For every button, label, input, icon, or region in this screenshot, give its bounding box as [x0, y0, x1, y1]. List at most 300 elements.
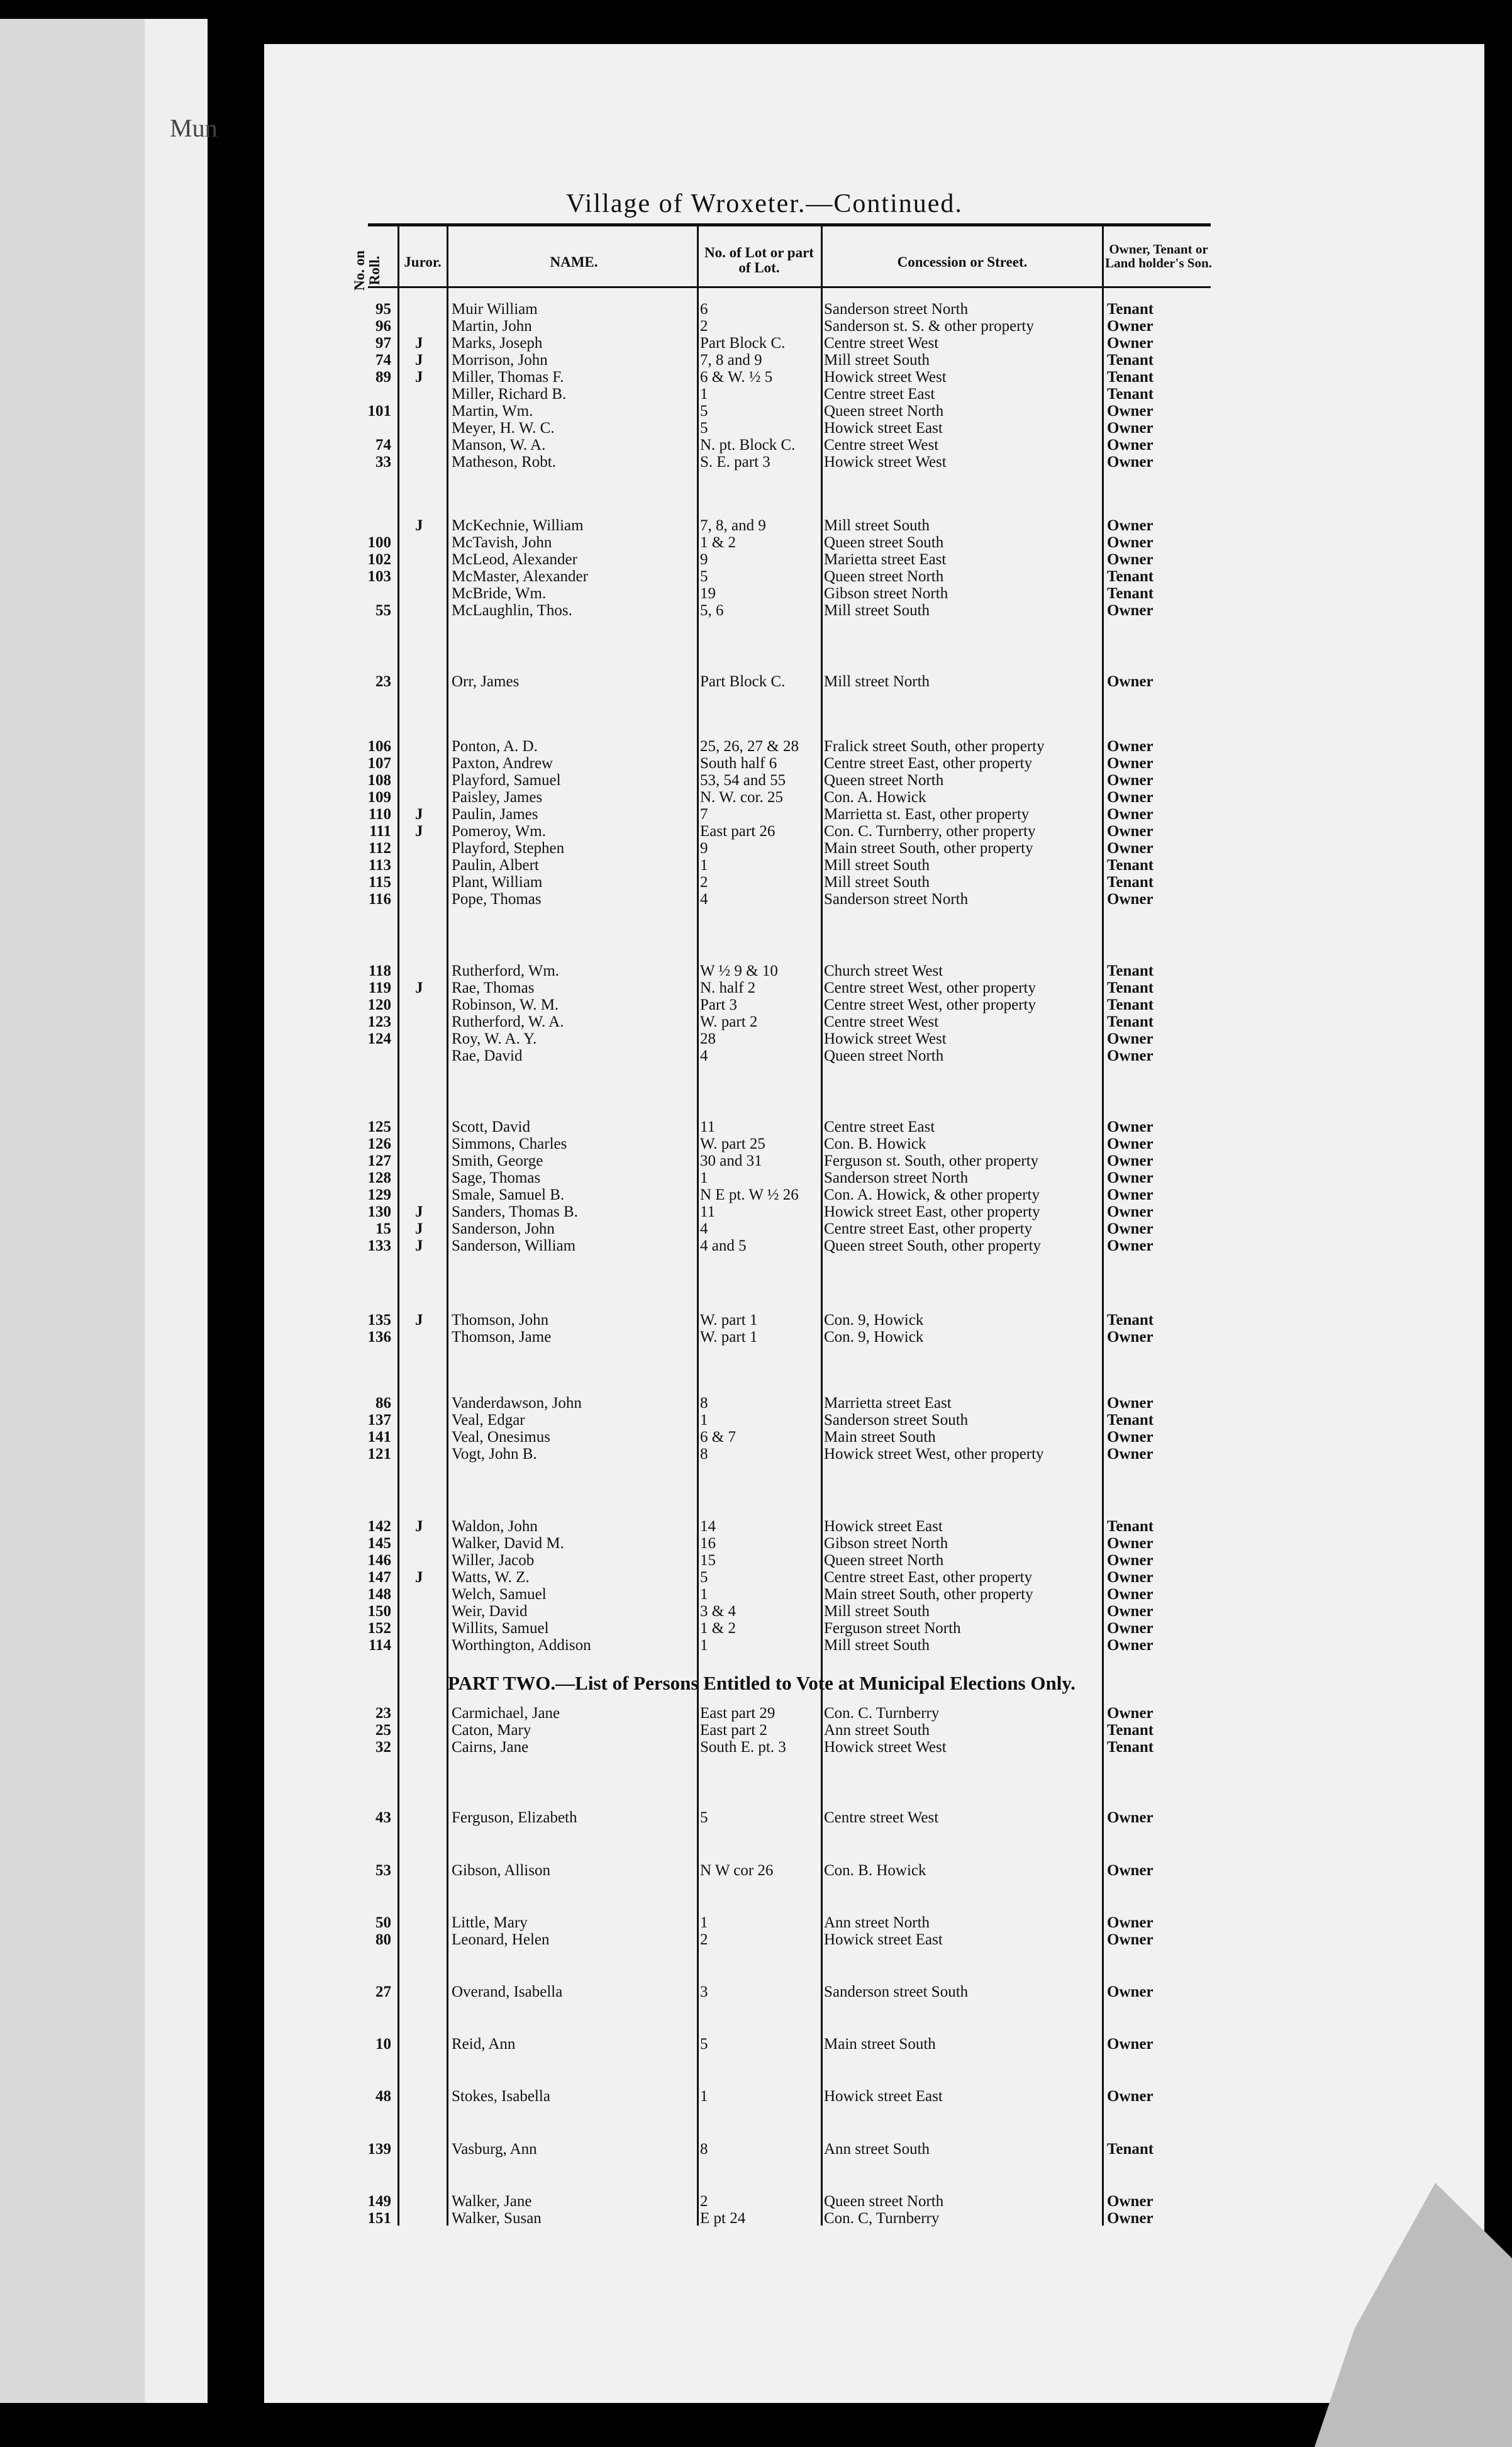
table-row	[0, 996, 1512, 1013]
table-row	[0, 1518, 1512, 1535]
voter-name: Sanderson, John	[452, 1220, 555, 1237]
concession-street: Mill street South	[824, 602, 930, 619]
voter-name: Veal, Onesimus	[452, 1429, 550, 1446]
table-row	[0, 857, 1512, 874]
voter-name: Smale, Samuel B.	[452, 1186, 565, 1203]
juror-mark: J	[415, 1220, 423, 1237]
voter-name: Morrison, John	[452, 352, 548, 369]
roll-number: 107	[367, 755, 391, 772]
owner-status: Owner	[1107, 1135, 1153, 1152]
table-row	[0, 1603, 1512, 1620]
concession-street: Con. C. Turnberry, other property	[824, 823, 1036, 840]
voter-name: Miller, Thomas F.	[452, 369, 564, 386]
roll-number: 50	[375, 1914, 391, 1931]
header-no: No. on Roll.	[352, 250, 382, 291]
lot-number: 2	[700, 1931, 708, 1948]
lot-number: 25, 26, 27 & 28	[700, 738, 799, 755]
table-row	[0, 979, 1512, 996]
concession-street: Queen street North	[824, 1552, 944, 1569]
owner-status: Owner	[1107, 806, 1153, 823]
roll-number: 27	[375, 1983, 391, 2000]
voter-name: Willer, Jacob	[452, 1552, 535, 1569]
owner-status: Owner	[1107, 1429, 1153, 1446]
lot-number: 11	[700, 1203, 716, 1220]
concession-street: Marrietta st. East, other property	[824, 806, 1030, 823]
lot-number: 4	[700, 1220, 708, 1237]
voter-name: Carmichael, Jane	[452, 1705, 560, 1722]
lot-number: 8	[700, 1446, 708, 1463]
roll-number: 136	[367, 1329, 391, 1346]
lot-number: South half 6	[700, 755, 777, 772]
roll-number: 103	[367, 568, 391, 585]
voter-name: Thomson, John	[452, 1312, 549, 1329]
table-row	[0, 789, 1512, 806]
voter-name: Welch, Samuel	[452, 1586, 547, 1603]
header-name: NAME.	[550, 254, 598, 270]
voter-name: Orr, James	[452, 673, 520, 690]
voter-name: Robinson, W. M.	[452, 996, 559, 1013]
lot-number: W ½ 9 & 10	[700, 962, 778, 979]
concession-street: Mill street South	[824, 857, 930, 874]
roll-number: 95	[375, 301, 391, 318]
table-row	[0, 386, 1512, 403]
owner-status: Tenant	[1107, 352, 1154, 369]
voter-name: Plant, William	[452, 874, 543, 891]
voter-name: Rutherford, W. A.	[452, 1013, 564, 1030]
owner-status: Owner	[1107, 1203, 1153, 1220]
roll-number: 139	[367, 2141, 391, 2158]
lot-number: 2	[700, 874, 708, 891]
table-row	[0, 1412, 1512, 1429]
concession-street: Sanderson street South	[824, 1983, 969, 2000]
lot-number: 7	[700, 806, 708, 823]
lot-number: 1	[700, 2088, 708, 2105]
roll-number: 89	[375, 369, 391, 386]
table-row	[0, 1047, 1512, 1064]
roll-number: 114	[368, 1637, 391, 1654]
voter-name: Vasburg, Ann	[452, 2141, 537, 2158]
concession-street: Howick street West	[824, 1739, 947, 1756]
concession-street: Sanderson street North	[824, 1169, 969, 1186]
roll-number: 23	[375, 1705, 391, 1722]
table-row	[0, 534, 1512, 551]
table-row	[0, 1446, 1512, 1463]
voter-name: Sanderson, William	[452, 1237, 576, 1254]
roll-number: 106	[367, 738, 391, 755]
lot-number: Part Block C.	[700, 335, 786, 352]
roll-number: 115	[368, 874, 391, 891]
voter-name: Walker, Susan	[452, 2210, 542, 2227]
concession-street: Main street South	[824, 2036, 936, 2053]
owner-status: Owner	[1107, 755, 1153, 772]
table-row	[0, 437, 1512, 454]
owner-status: Owner	[1107, 1152, 1153, 1169]
roll-number: 33	[375, 454, 391, 471]
juror-mark: J	[415, 823, 423, 840]
lot-number: E pt 24	[700, 2210, 746, 2227]
table-row	[0, 1152, 1512, 1169]
lot-number: 30 and 31	[700, 1152, 762, 1169]
voter-name: Willits, Samuel	[452, 1620, 549, 1637]
voter-name: McLaughlin, Thos.	[452, 602, 572, 619]
lot-number: 6 & W. ½ 5	[700, 369, 773, 386]
table-row	[0, 1620, 1512, 1637]
owner-status: Owner	[1107, 318, 1153, 335]
lot-number: 4	[700, 1047, 708, 1064]
lot-number: 15	[700, 1552, 716, 1569]
lot-number: 1 & 2	[700, 534, 736, 551]
owner-status: Owner	[1107, 534, 1153, 551]
lot-number: 5	[700, 1809, 708, 1826]
owner-status: Owner	[1107, 1809, 1153, 1826]
voter-name: Simmons, Charles	[452, 1135, 567, 1152]
lot-number: 1	[700, 1412, 708, 1429]
table-row	[0, 1013, 1512, 1030]
owner-status: Tenant	[1107, 386, 1154, 403]
lot-number: 5	[700, 420, 708, 437]
owner-status: Owner	[1107, 1030, 1153, 1047]
owner-status: Owner	[1107, 1569, 1153, 1586]
voter-name: Stokes, Isabella	[452, 2088, 550, 2105]
table-row	[0, 1395, 1512, 1412]
concession-street: Howick street East	[824, 1931, 943, 1948]
owner-status: Owner	[1107, 517, 1153, 534]
roll-number: 123	[367, 1013, 391, 1030]
voter-name: Smith, George	[452, 1152, 543, 1169]
table-row	[0, 1429, 1512, 1446]
concession-street: Sanderson street North	[824, 301, 969, 318]
roll-number: 141	[367, 1429, 391, 1446]
lot-number: W. part 2	[700, 1013, 758, 1030]
owner-status: Tenant	[1107, 1739, 1154, 1756]
lot-number: 16	[700, 1535, 716, 1552]
owner-status: Owner	[1107, 1620, 1153, 1637]
concession-street: Centre street West	[824, 1809, 939, 1826]
table-row	[0, 962, 1512, 979]
lot-number: 5	[700, 2036, 708, 2053]
roll-number: 150	[367, 1603, 391, 1620]
concession-street: Church street West	[824, 962, 943, 979]
juror-mark: J	[415, 979, 423, 996]
lot-number: 11	[700, 1118, 716, 1135]
table-row	[0, 1983, 1512, 2000]
voter-name: McTavish, John	[452, 534, 552, 551]
concession-street: Mill street South	[824, 1637, 930, 1654]
owner-status: Tenant	[1107, 1312, 1154, 1329]
owner-status: Owner	[1107, 454, 1153, 471]
concession-street: Con. 9, Howick	[824, 1312, 924, 1329]
lot-number: 6	[700, 301, 708, 318]
header-concession: Concession or Street.	[897, 254, 1028, 270]
header-lot: No. of Lot or part of Lot.	[704, 245, 814, 276]
table-row	[0, 403, 1512, 420]
concession-street: Main street South, other property	[824, 1586, 1033, 1603]
owner-status: Owner	[1107, 1914, 1153, 1931]
roll-number: 133	[367, 1237, 391, 1254]
concession-street: Howick street West, other property	[824, 1446, 1044, 1463]
concession-street: Con. 9, Howick	[824, 1329, 924, 1346]
owner-status: Tenant	[1107, 1722, 1154, 1739]
owner-status: Owner	[1107, 1395, 1153, 1412]
voter-name: Martin, John	[452, 318, 532, 335]
roll-number: 116	[368, 891, 391, 908]
voter-name: Paxton, Andrew	[452, 755, 553, 772]
owner-status: Owner	[1107, 1637, 1153, 1654]
table-row	[0, 335, 1512, 352]
lot-number: W. part 1	[700, 1329, 758, 1346]
voter-name: Sanders, Thomas B.	[452, 1203, 578, 1220]
part-two-heading: PART TWO.—List of Persons Entitled to Vote at Municipal Elections Only.	[448, 1672, 1076, 1694]
concession-street: Howick street East	[824, 420, 943, 437]
roll-number: 53	[375, 1862, 391, 1879]
owner-status: Owner	[1107, 673, 1153, 690]
concession-street: Ann street South	[824, 1722, 930, 1739]
roll-number: 121	[367, 1446, 391, 1463]
lot-number: 9	[700, 840, 708, 857]
roll-number: 74	[375, 437, 391, 454]
table-row	[0, 2210, 1512, 2227]
owner-status: Owner	[1107, 823, 1153, 840]
lot-number: East part 29	[700, 1705, 775, 1722]
voter-name: McKechnie, William	[452, 517, 584, 534]
table-row	[0, 891, 1512, 908]
roll-number: 102	[367, 551, 391, 568]
roll-number: 127	[367, 1152, 391, 1169]
table-row	[0, 1329, 1512, 1346]
owner-status: Tenant	[1107, 857, 1154, 874]
page-title: Village of Wroxeter.—Continued.	[566, 189, 963, 218]
table-row	[0, 585, 1512, 602]
lot-number: S. E. part 3	[700, 454, 770, 471]
concession-street: Queen street South, other property	[824, 1237, 1042, 1254]
owner-status: Owner	[1107, 1047, 1153, 1064]
voter-name: Rae, David	[452, 1047, 523, 1064]
voter-name: Weir, David	[452, 1603, 528, 1620]
lot-number: 53, 54 and 55	[700, 772, 786, 789]
table-row	[0, 1186, 1512, 1203]
roll-number: 135	[367, 1312, 391, 1329]
voter-name: Vanderdawson, John	[452, 1395, 582, 1412]
lot-number: 5, 6	[700, 602, 724, 619]
concession-street: Main street South, other property	[824, 840, 1033, 857]
roll-number: 96	[375, 318, 391, 335]
roll-number: 149	[367, 2193, 391, 2210]
table-row	[0, 1220, 1512, 1237]
owner-status: Tenant	[1107, 1518, 1154, 1535]
owner-status: Owner	[1107, 1586, 1153, 1603]
concession-street: Howick street West	[824, 369, 947, 386]
voter-name: Manson, W. A.	[452, 437, 546, 454]
lot-number: 14	[700, 1518, 716, 1535]
voter-name: Paisley, James	[452, 789, 543, 806]
roll-number: 23	[375, 673, 391, 690]
lot-number: 7, 8, and 9	[700, 517, 766, 534]
concession-street: Mill street South	[824, 1603, 930, 1620]
table-row	[0, 318, 1512, 335]
owner-status: Owner	[1107, 1862, 1153, 1879]
voter-name: Caton, Mary	[452, 1722, 531, 1739]
lot-number: 5	[700, 403, 708, 420]
lot-number: 19	[700, 585, 716, 602]
lot-number: W. part 1	[700, 1312, 758, 1329]
concession-street: Queen street North	[824, 1047, 944, 1064]
voter-name: McLeod, Alexander	[452, 551, 577, 568]
voter-name: Thomson, Jame	[452, 1329, 552, 1346]
lot-number: 1 & 2	[700, 1620, 736, 1637]
voter-name: Walker, David M.	[452, 1535, 564, 1552]
lot-number: 2	[700, 2193, 708, 2210]
owner-status: Tenant	[1107, 962, 1154, 979]
roll-number: 80	[375, 1931, 391, 1948]
roll-number: 55	[375, 602, 391, 619]
table-row	[0, 420, 1512, 437]
concession-street: Howick street East, other property	[824, 1203, 1040, 1220]
roll-number: 129	[367, 1186, 391, 1203]
voter-name: Little, Mary	[452, 1914, 528, 1931]
roll-number: 111	[369, 823, 391, 840]
roll-number: 108	[367, 772, 391, 789]
roll-number: 125	[367, 1118, 391, 1135]
table-row	[0, 369, 1512, 386]
table-row	[0, 1237, 1512, 1254]
owner-status: Tenant	[1107, 2141, 1154, 2158]
table-row	[0, 2141, 1512, 2158]
lot-number: 6 & 7	[700, 1429, 736, 1446]
voter-name: Watts, W. Z.	[452, 1569, 530, 1586]
concession-street: Mill street North	[824, 673, 930, 690]
concession-street: Ferguson street North	[824, 1620, 961, 1637]
juror-mark: J	[415, 1518, 423, 1535]
concession-street: Ferguson st. South, other property	[824, 1152, 1039, 1169]
table-row	[0, 551, 1512, 568]
roll-number: 147	[367, 1569, 391, 1586]
table-row	[0, 1118, 1512, 1135]
lot-number: 1	[700, 1637, 708, 1654]
table-row	[0, 1030, 1512, 1047]
voter-name: Roy, W. A. Y.	[452, 1030, 537, 1047]
owner-status: Owner	[1107, 1983, 1153, 2000]
owner-status: Tenant	[1107, 1412, 1154, 1429]
owner-status: Owner	[1107, 437, 1153, 454]
voter-name: Pope, Thomas	[452, 891, 542, 908]
owner-status: Owner	[1107, 2036, 1153, 2053]
concession-street: Queen street South	[824, 534, 944, 551]
owner-status: Tenant	[1107, 585, 1154, 602]
lot-number: 8	[700, 1395, 708, 1412]
owner-status: Tenant	[1107, 874, 1154, 891]
lot-number: 3	[700, 1983, 708, 2000]
concession-street: Queen street North	[824, 2193, 944, 2210]
owner-status: Owner	[1107, 891, 1153, 908]
owner-status: Owner	[1107, 1169, 1153, 1186]
voter-name: Ferguson, Elizabeth	[452, 1809, 577, 1826]
concession-street: Con. C. Turnberry	[824, 1705, 940, 1722]
table-row	[0, 352, 1512, 369]
concession-street: Howick street East	[824, 2088, 943, 2105]
voter-name: McBride, Wm.	[452, 585, 547, 602]
juror-mark: J	[415, 1569, 423, 1586]
juror-mark: J	[415, 369, 423, 386]
roll-number: 118	[368, 962, 391, 979]
table-row	[0, 1135, 1512, 1152]
lot-number: N. half 2	[700, 979, 756, 996]
owner-status: Owner	[1107, 1931, 1153, 1948]
concession-street: Howick street West	[824, 454, 947, 471]
concession-street: Centre street West	[824, 437, 939, 454]
roll-number: 130	[367, 1203, 391, 1220]
voter-name: Worthington, Addison	[452, 1637, 591, 1654]
roll-number: 142	[367, 1518, 391, 1535]
roll-number: 110	[368, 806, 391, 823]
table-row	[0, 673, 1512, 690]
juror-mark: J	[415, 517, 423, 534]
lot-number: 5	[700, 568, 708, 585]
voter-name: Overand, Isabella	[452, 1983, 563, 2000]
voter-name: Cairns, Jane	[452, 1739, 529, 1756]
voter-name: Paulin, Albert	[452, 857, 539, 874]
concession-street: Main street South	[824, 1429, 936, 1446]
voter-name: Gibson, Allison	[452, 1862, 550, 1879]
roll-number: 32	[375, 1739, 391, 1756]
concession-street: Ann street South	[824, 2141, 930, 2158]
table-row	[0, 602, 1512, 619]
concession-street: Con. A. Howick	[824, 789, 926, 806]
roll-number: 10	[375, 2036, 391, 2053]
table-row	[0, 2193, 1512, 2210]
roll-number: 128	[367, 1169, 391, 1186]
table-row	[0, 1637, 1512, 1654]
owner-status: Owner	[1107, 1535, 1153, 1552]
concession-street: Queen street North	[824, 403, 944, 420]
roll-number: 151	[367, 2210, 391, 2227]
concession-street: Ann street North	[824, 1914, 930, 1931]
owner-status: Tenant	[1107, 1013, 1154, 1030]
lot-number: N. W. cor. 25	[700, 789, 783, 806]
voter-name: Muir William	[452, 301, 538, 318]
roll-number: 148	[367, 1586, 391, 1603]
owner-status: Tenant	[1107, 979, 1154, 996]
owner-status: Tenant	[1107, 996, 1154, 1013]
owner-status: Owner	[1107, 840, 1153, 857]
lot-number: 1	[700, 1914, 708, 1931]
header-bottom-rule	[368, 286, 1211, 288]
voter-name: Marks, Joseph	[452, 335, 543, 352]
roll-number: 101	[367, 403, 391, 420]
roll-number: 152	[367, 1620, 391, 1637]
owner-status: Owner	[1107, 789, 1153, 806]
table-row	[0, 2036, 1512, 2053]
table-row	[0, 1931, 1512, 1948]
table-row	[0, 1552, 1512, 1569]
juror-mark: J	[415, 335, 423, 352]
concession-street: Mill street South	[824, 517, 930, 534]
concession-street: Marrietta street East	[824, 1395, 952, 1412]
adjacent-page-text: Mun	[170, 114, 218, 142]
juror-mark: J	[415, 352, 423, 369]
concession-street: Queen street North	[824, 568, 944, 585]
header-juror: Juror.	[404, 254, 442, 270]
table-row	[0, 517, 1512, 534]
roll-number: 97	[375, 335, 391, 352]
table-row	[0, 1809, 1512, 1826]
roll-number: 100	[367, 534, 391, 551]
concession-street: Marietta street East	[824, 551, 947, 568]
concession-street: Centre street West	[824, 1013, 939, 1030]
concession-street: Queen street North	[824, 772, 944, 789]
table-row	[0, 738, 1512, 755]
concession-street: Sanderson street North	[824, 891, 969, 908]
lot-number: W. part 25	[700, 1135, 765, 1152]
